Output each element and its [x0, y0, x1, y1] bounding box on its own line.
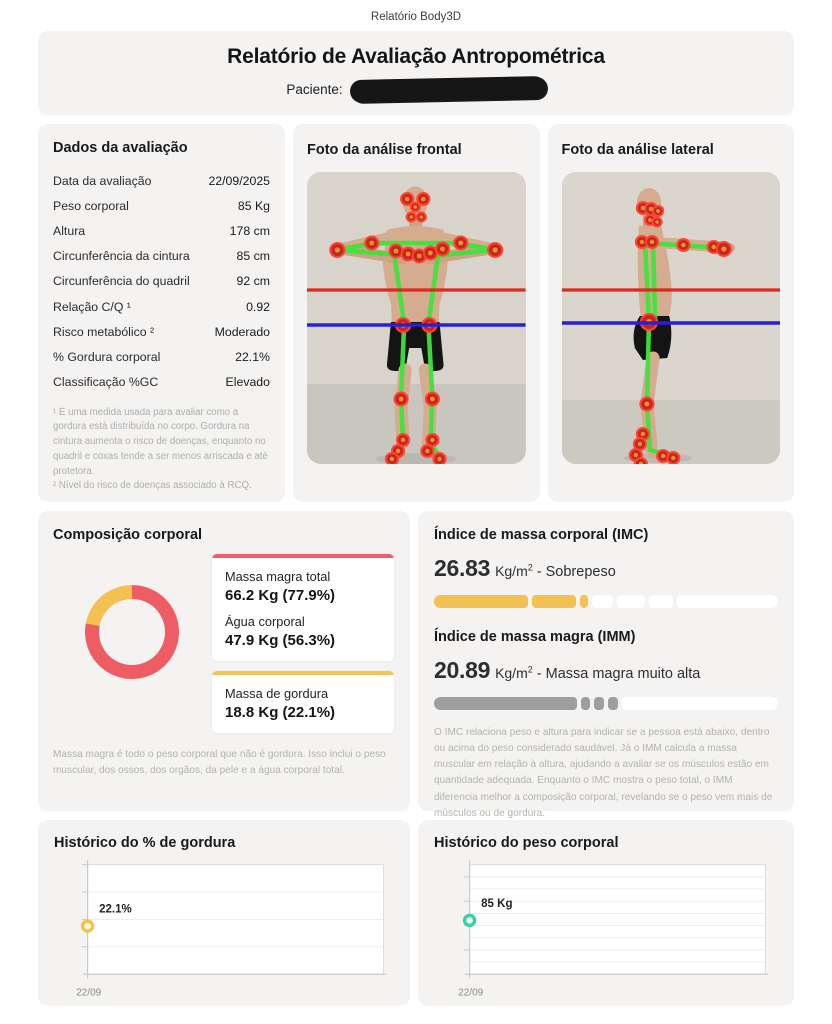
eval-label: Classificação %GC [53, 375, 159, 390]
lean-mass-value: 66.2 Kg (77.9%) [225, 587, 336, 604]
eval-label: Risco metabólico ² [53, 324, 155, 339]
lean-mass-card [211, 553, 395, 662]
fat-history-plot [54, 857, 394, 1003]
fat-history-card [38, 820, 410, 1006]
eval-row-weight [53, 193, 270, 218]
eval-value: 22/09/2025 [208, 173, 270, 188]
imc-value: 26.83 [434, 555, 491, 581]
body-water-label: Água corporal [225, 614, 305, 629]
eval-value: 178 cm [229, 223, 270, 238]
imm-progress-bar [434, 697, 778, 710]
composition-title: Composição corporal [53, 527, 203, 543]
row-history [38, 820, 794, 1006]
weight-history-card [418, 820, 794, 1006]
patient-row [286, 78, 545, 101]
report-header-card [38, 31, 794, 115]
imc-unit: $Kg/m^2$ [495, 562, 533, 579]
weight-history-plot [434, 857, 778, 1003]
body-water-value: 47.9 Kg (56.3%) [225, 632, 336, 649]
weight-data-point [465, 915, 475, 925]
imm-unit: $Kg/m^2$ [495, 664, 533, 681]
eval-label: Peso corporal [53, 198, 129, 213]
eval-value: 0.92 [246, 299, 270, 314]
evaluation-data-card [38, 124, 285, 502]
fat-x-label: 22/09 [76, 987, 102, 999]
evaluation-rows [53, 168, 270, 395]
row-composition [38, 511, 794, 819]
eval-label: Altura [53, 223, 86, 238]
lean-mass-label: Massa magra total [225, 569, 331, 584]
lateral-analysis-illustration [562, 172, 781, 464]
eval-row-bodyfat [53, 344, 270, 369]
footnote-2: ² Nível do risco de doenças associado à RCQ. [53, 480, 252, 492]
eval-row-hip [53, 269, 270, 294]
imm-value-row [434, 657, 778, 684]
donut-wrap [53, 551, 211, 734]
frontal-analysis-illustration [307, 172, 526, 464]
fat-mass-card [211, 670, 395, 734]
eval-value: Elevado [225, 375, 270, 390]
eval-label: % Gordura corporal [53, 349, 161, 364]
row-analysis [38, 124, 794, 502]
composition-mini-cards [211, 553, 395, 734]
evaluation-title: Dados da avaliação [53, 140, 188, 156]
eval-row-height [53, 218, 270, 243]
weight-x-label: 22/09 [458, 987, 484, 999]
footnote-1: ¹ É uma medida usada para avaliar como a gordura está distribuída no corpo. Gordura na cintura aumenta o risco de doenças, enquanto no quadril e coxas tende a ser menos arriscada e até protetora. [53, 406, 268, 477]
body-composition-card [38, 511, 410, 811]
eval-row-metabolic-risk [53, 319, 270, 344]
fat-mass-value: 18.8 Kg (22.1%) [225, 704, 336, 721]
frontal-photo-card [293, 124, 540, 502]
fat-mass-label: Massa de gordura [225, 686, 329, 701]
frontal-photo-title: Foto da análise frontal [307, 142, 462, 158]
eval-value: 85 cm [236, 249, 270, 264]
report-title: Relatório de Avaliação Antropométrica [227, 45, 605, 68]
weight-point-label: 85 Kg [481, 897, 513, 910]
app-header-label: Relatório Body3D [370, 11, 462, 23]
eval-value: 92 cm [236, 274, 270, 289]
patient-label: Paciente: [286, 82, 343, 97]
eval-row-waist [53, 244, 270, 269]
imm-status: - Massa magra muito alta [536, 666, 701, 682]
evaluation-footnotes [53, 406, 270, 494]
indices-footnote: O IMC relaciona peso e altura para indicar se a pessoa está abaixo, dentro ou acima do peso considerado saudável. Já o IMM calcula a massa muscular em relação à altura, ajudando a avaliar se os músculos estão em quantidade adequada. Enquanto o IMC mostra o peso total, o IMM diferencia melhor a composição corporal, revelando se o peso vem mais de músculos ou de gordura. [434, 727, 773, 819]
imc-status: - Sobrepeso [536, 564, 616, 580]
weight-history-title: Histórico do peso corporal [434, 835, 619, 851]
imc-progress-bar [434, 595, 778, 608]
lateral-photo [562, 172, 781, 464]
imc-value-row [434, 555, 778, 582]
frontal-photo [307, 172, 526, 464]
lateral-photo-title: Foto da análise lateral [561, 142, 714, 158]
imm-value: 20.89 [434, 657, 491, 683]
fat-data-point [83, 921, 93, 931]
fat-history-chart [54, 857, 394, 1003]
eval-label: Data da avaliação [53, 173, 152, 188]
body-composition-donut [85, 585, 179, 679]
eval-row-whr [53, 294, 270, 319]
eval-row-bf-class [53, 370, 270, 395]
lateral-photo-card [548, 124, 795, 502]
composition-body [53, 551, 395, 734]
imm-title: Índice de massa magra (IMM) [434, 629, 636, 645]
eval-label: Circunferência da cintura [53, 249, 190, 264]
fat-point-label: 22.1% [99, 903, 132, 916]
fat-history-title: Histórico do % de gordura [54, 835, 236, 851]
eval-label: Circunferência do quadril [53, 274, 190, 289]
indices-card [418, 511, 794, 819]
composition-footnote: Massa magra é todo o peso corporal que não é gordura. Isso inclui o peso muscular, dos ossos, dos orgãos, da pele e a água corporal total. [53, 749, 386, 777]
imc-title: Índice de massa corporal (IMC) [434, 527, 649, 543]
weight-history-chart [434, 857, 778, 1003]
eval-label: Relação C/Q ¹ [53, 299, 131, 314]
eval-value: 22.1% [235, 349, 270, 364]
patient-name-redacted [349, 76, 545, 103]
eval-value: Moderado [214, 324, 270, 339]
eval-row-date [53, 168, 270, 193]
eval-value: 85 Kg [237, 198, 270, 213]
